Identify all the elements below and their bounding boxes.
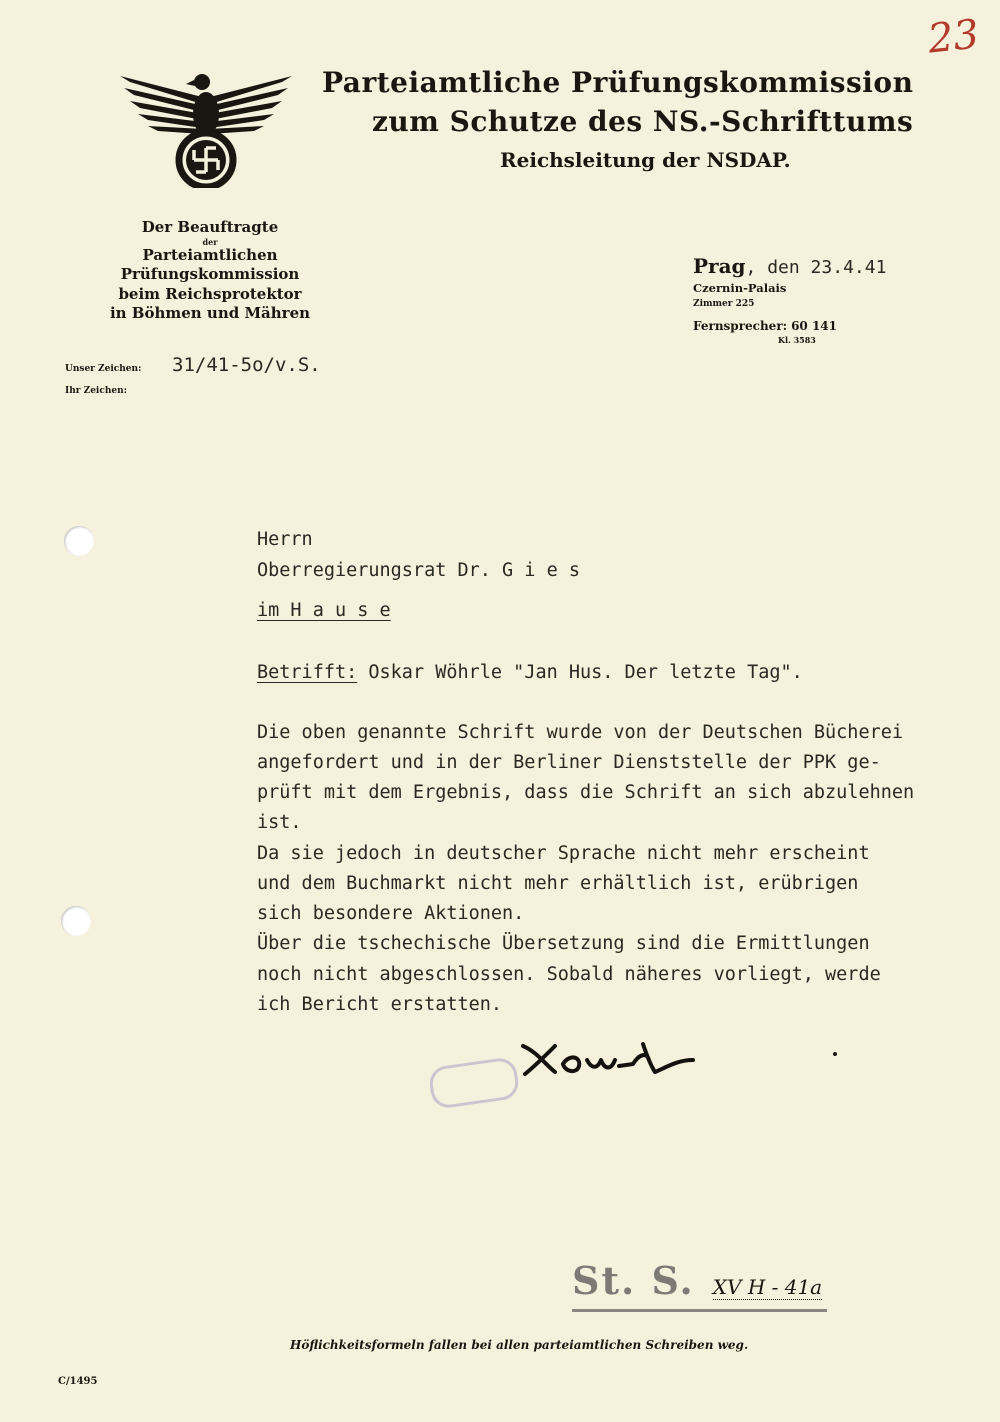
place-building: Czernin-Palais [693,281,787,295]
footer-note: Höflichkeitsformeln fallen bei allen parteiamtlichen Schreiben weg. [290,1338,749,1352]
ink-dot [833,1052,837,1056]
subject-line [257,662,803,683]
sender-block [55,218,365,324]
page-annotation: 23 [925,11,982,63]
body-line: Über die tschechische Übersetzung sind die Ermittlungen [257,933,870,954]
your-reference-label: Ihr Zeichen: [65,386,127,396]
place-date-line [693,254,886,278]
body-line: und dem Buchmarkt nicht mehr erhältlich ist, erübrigen [257,873,859,894]
letterhead-title-line2: zum Schutze des NS.-Schrifttums [372,105,914,138]
body-line: ist. [257,812,302,833]
state-security-mark [572,1258,822,1303]
punch-hole-bottom [61,906,91,936]
body-line: Die oben genannte Schrift wurde von der Deutschen Bücherei [257,722,904,743]
stamp-text: St. S. [572,1258,695,1303]
body-line: prüft mit dem Ergebnis, dass die Schrift an sich abzulehnen [257,782,915,803]
subject-text: Oskar Wöhrle "Jan Hus. Der letzte Tag". [357,662,803,683]
letterhead-subtitle: Reichsleitung der NSDAP. [500,148,791,172]
recipient-salutation: Herrn [257,529,313,550]
body-line: noch nicht abgeschlossen. Sobald näheres vorliegt, werde [257,964,881,985]
letterhead-title-line1: Parteiamtliche Prüfungskommission [322,66,914,99]
body-line: Da sie jedoch in deutscher Sprache nicht mehr erscheint [257,843,870,864]
sender-line-1: Der Beauftragte [141,218,279,236]
sender-line-4: beim Reichsprotektor [118,284,302,303]
phone-line [693,317,837,335]
body-line: sich besondere Aktionen. [257,903,525,924]
recipient-address: im H a u s e [257,600,391,621]
sender-line-5: in Böhmen und Mähren [109,304,311,322]
punch-hole-top [64,526,94,556]
place-room: Zimmer 225 [693,299,755,309]
party-emblem-icon [118,68,294,188]
stamp-handwritten: XV H - 41a [712,1275,823,1299]
subject-label: Betrifft: [257,662,358,683]
form-number: C/1495 [58,1376,98,1387]
archive-stamp [428,1056,521,1110]
phone-extension: Kl. 3583 [778,335,816,345]
stamp-underline [572,1309,827,1312]
sender-line-3: Parteiamtlichen Prüfungskommission [120,245,300,283]
handwritten-signature [515,1030,715,1080]
phone-number: 60 141 [791,319,838,333]
phone-label: Fernsprecher: [693,319,788,333]
place-city: Prag [693,254,746,278]
our-reference-value: 31/41-5o/v.S. [172,354,321,376]
body-line: ich Bericht erstatten. [257,994,503,1015]
body-line: angefordert und in der Berliner Dienststelle der PPK ge- [257,752,881,773]
letter-date: , den 23.4.41 [745,257,887,278]
sender-line-2: der [202,236,218,247]
recipient-name: Oberregierungsrat Dr. G i e s [257,560,581,581]
our-reference-label: Unser Zeichen: [65,364,142,374]
